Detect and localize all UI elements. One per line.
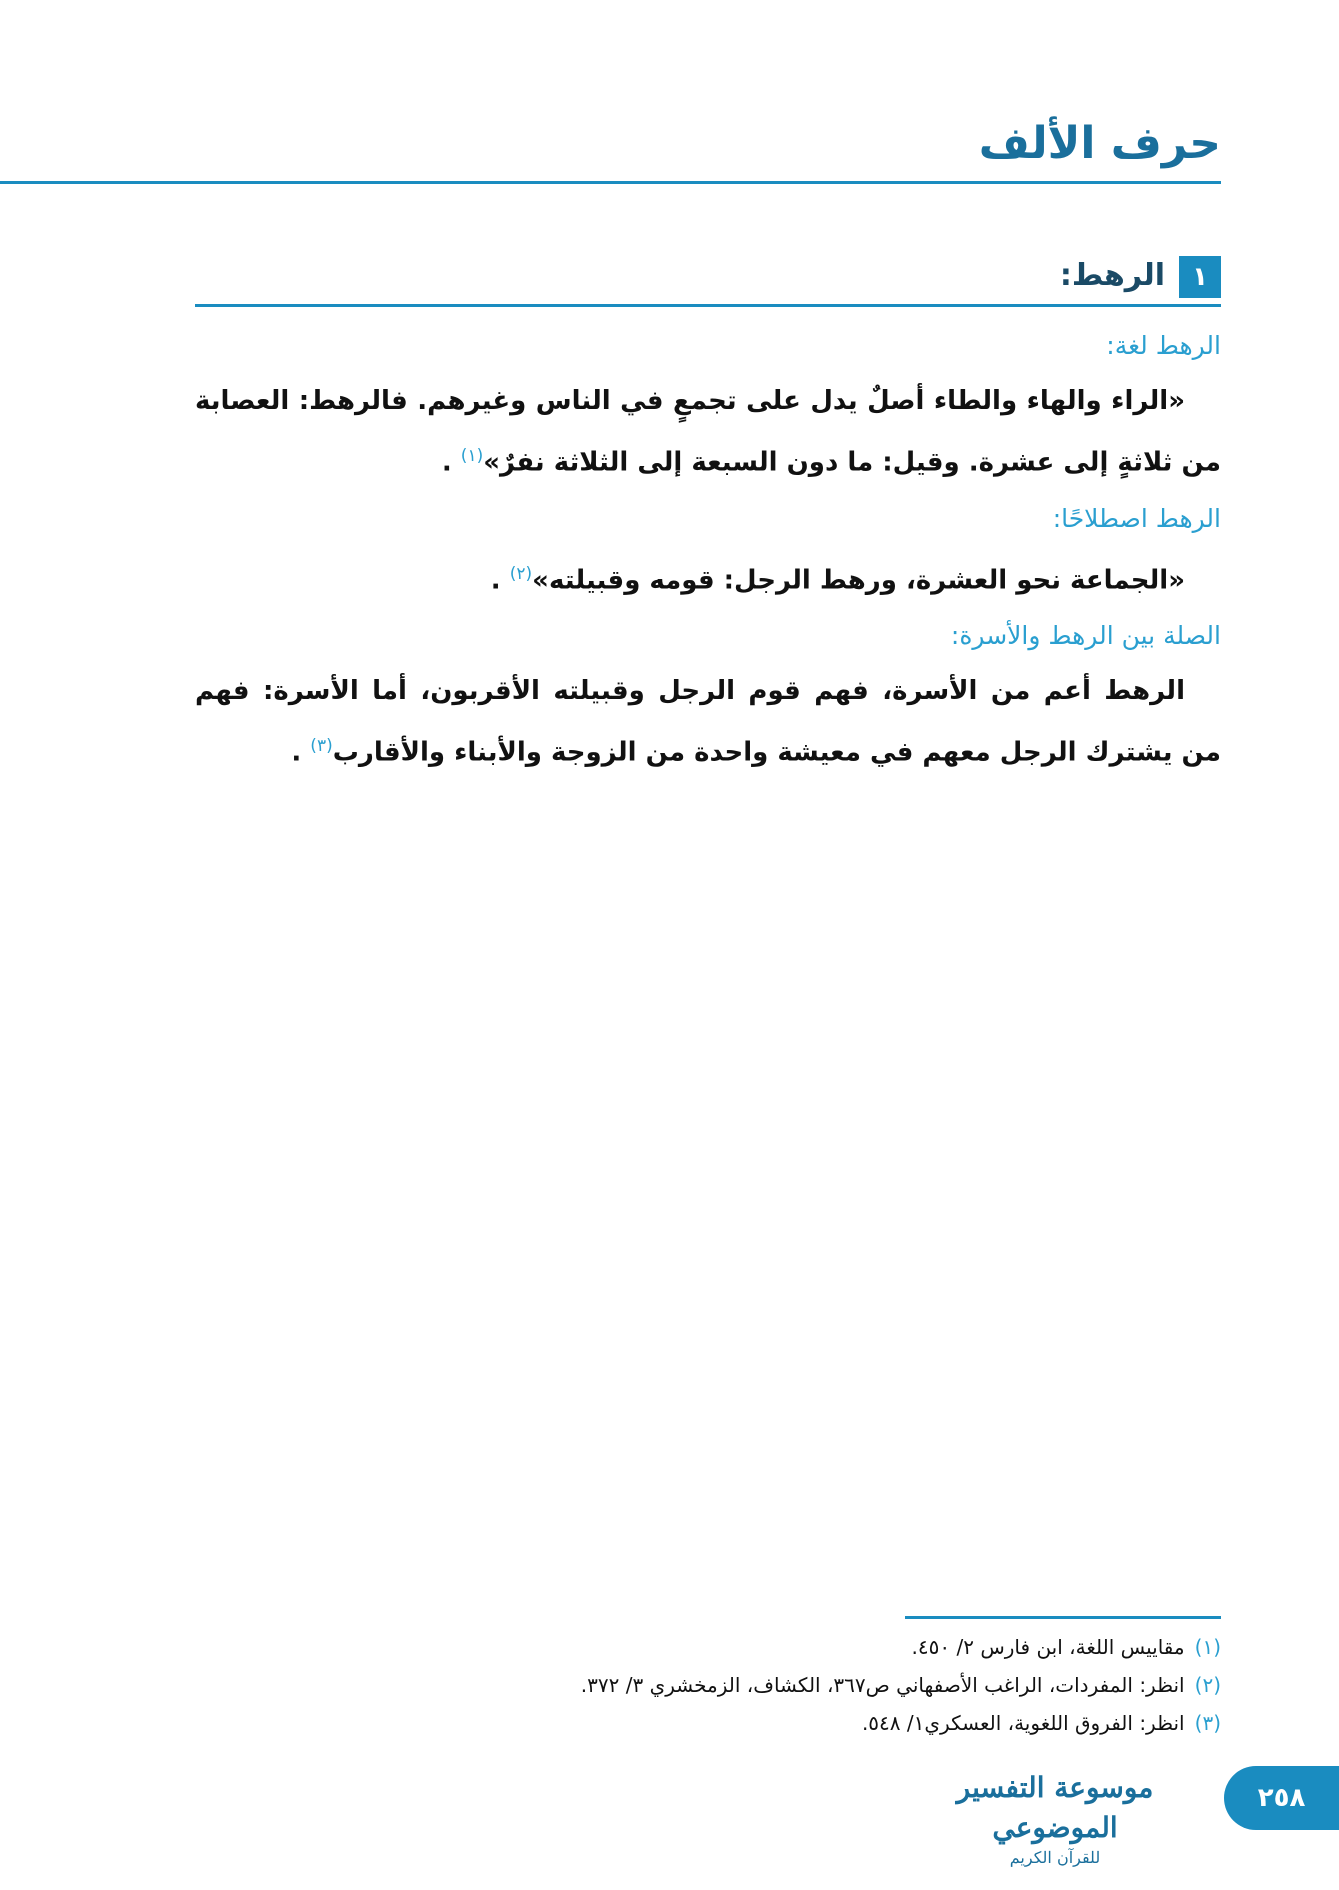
footnote-rule	[905, 1616, 1221, 1619]
footnote-ref-1[interactable]: (١)	[460, 446, 484, 466]
section-heading-relation: الصلة بين الرهط والأسرة:	[950, 621, 1221, 651]
footnote-text: انظر: المفردات، الراغب الأصفهاني ص٣٦٧، الكشاف، الزمخشري ٣/ ٣٧٢.	[580, 1673, 1185, 1697]
section-text: الرهط أعم من الأسرة، فهم قوم الرجل وقبيلته الأقربون، أما الأسرة: فهم من يشترك الرجل معهم في معيشة واحدة من الزوجة والأبناء والأقارب	[195, 676, 1221, 768]
sentence-end: .	[291, 737, 302, 768]
page-number-tab	[1224, 1766, 1339, 1830]
entry-number-badge: ١	[1179, 256, 1221, 298]
sentence-end: .	[490, 565, 501, 596]
entry-header	[195, 256, 1221, 306]
footnote-2	[195, 1666, 1221, 1704]
chapter-title: حرف الألف	[978, 118, 1221, 169]
footnote-3	[195, 1704, 1221, 1742]
footnote-1	[195, 1628, 1221, 1666]
section-text-relation	[195, 664, 1221, 781]
entry-body	[195, 326, 1221, 789]
logo-subtitle: للقرآن الكريم	[1009, 1848, 1101, 1867]
page-number: ٢٥٨	[1257, 1783, 1306, 1813]
footnote-ref-2[interactable]: (٢)	[509, 563, 533, 584]
encyclopedia-logo	[920, 1768, 1190, 1867]
footnote-ref-3[interactable]: (٣)	[310, 736, 333, 757]
section-heading-technical: الرهط اصطلاحًا:	[1052, 503, 1221, 533]
footnote-number: (٣)	[1194, 1711, 1221, 1735]
footnote-number: (٢)	[1194, 1673, 1221, 1697]
section-text: «الراء والهاء والطاء أصلٌ يدل على تجمعٍ في الناس وغيرهم. فالرهط: العصابة من ثلاثةٍ إلى عشرة. وقيل: ما دون السبعة إلى الثلاثة نفرٌ»	[195, 386, 1221, 478]
sentence-end: .	[441, 447, 452, 478]
header-rule	[0, 181, 1221, 184]
entry-rule	[195, 304, 1221, 307]
footnote-number: (١)	[1194, 1635, 1221, 1659]
footnote-text: انظر: الفروق اللغوية، العسكري١/ ٥٤٨.	[861, 1711, 1185, 1735]
section-text-technical	[195, 547, 1221, 609]
section-heading-linguistic: الرهط لغة:	[1106, 331, 1221, 360]
logo-title: موسوعة التفسير الموضوعي	[956, 1771, 1154, 1844]
section-text: «الجماعة نحو العشرة، ورهط الرجل: قومه وقبيلته»	[532, 565, 1185, 596]
footnotes	[195, 1628, 1221, 1742]
footnote-text: مقاييس اللغة، ابن فارس ٢/ ٤٥٠.	[911, 1635, 1185, 1659]
section-text-linguistic	[195, 374, 1221, 491]
entry-title: الرهط:	[1059, 258, 1165, 293]
